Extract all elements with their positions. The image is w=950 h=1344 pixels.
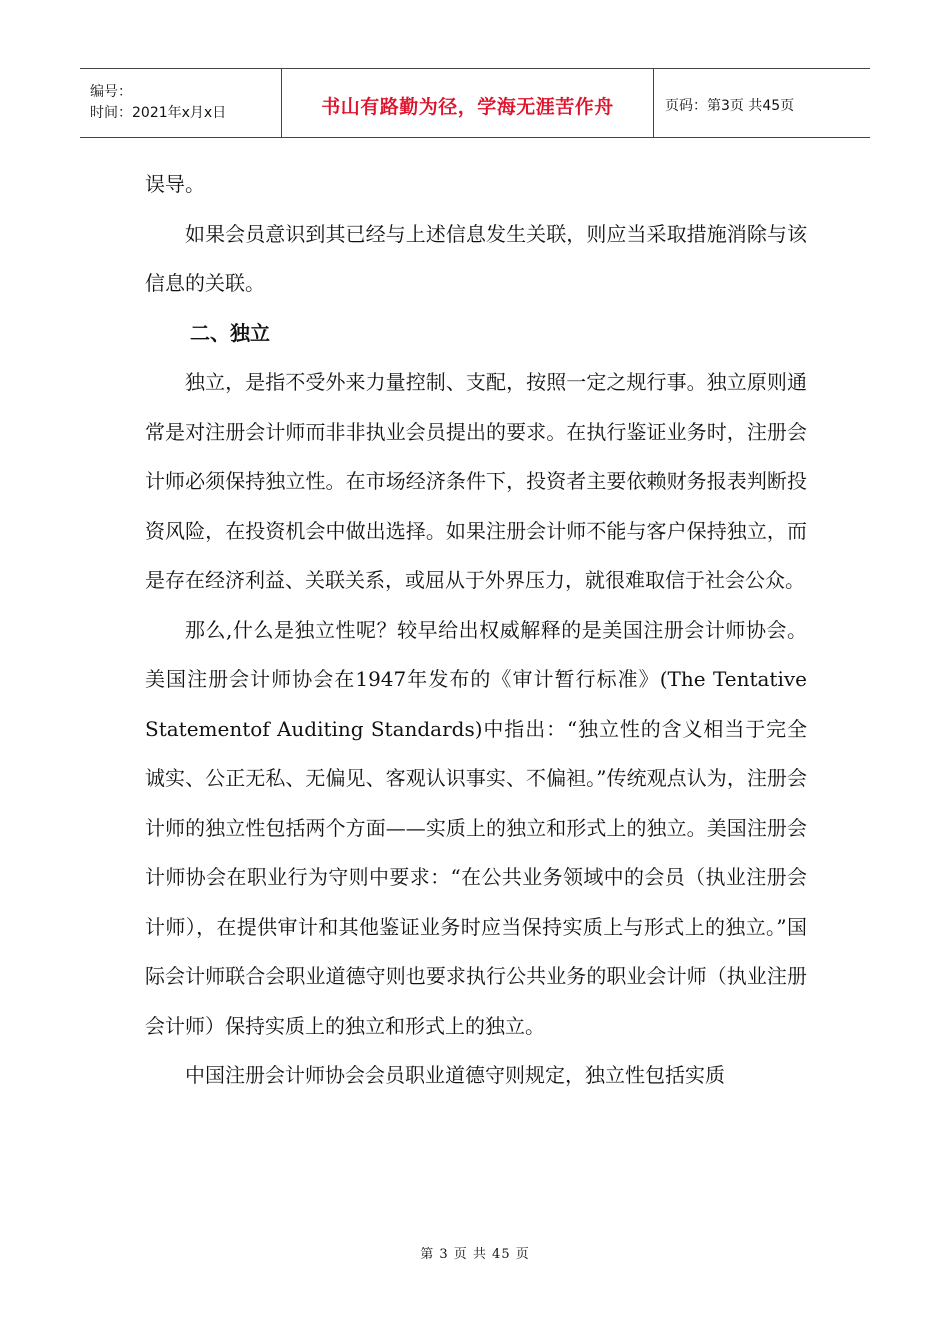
document-date-label: 时间：2021年x月x日 xyxy=(90,105,227,121)
document-number-label: 编号： xyxy=(90,84,132,100)
header-motto-cell xyxy=(282,69,654,137)
header-motto: 书山有路勤为径，学海无涯苦作舟 xyxy=(321,95,614,118)
page-header xyxy=(80,68,870,138)
document-body xyxy=(145,160,807,1101)
paragraph-continuation: 误导。 xyxy=(145,172,205,196)
section-heading: 二、独立 xyxy=(190,320,270,345)
paragraph: 那么,什么是独立性呢？较早给出权威解释的是美国注册会计师协会。美国注册会计师协会在1947年发布的《审计暂行标准》(The Tentative Statementof Auditing Standards)中指出：“独立性的含义相当于完全诚实、公正无私、无偏见、客观认识事实、不偏袒。”传统观点认为，注册会计师的独立性包括两个方面——实质上的独立和形式上的独立。美国注册会计师协会在职业行为守则中要求：“在公共业务领域中的会员（执业注册会计师），在提供审计和其他鉴证业务时应当保持实质上与形式上的独立。”国际会计师联合会职业道德守则也要求执行公共业务的职业会计师（执业注册会计师）保持实质上的独立和形式上的独立。 xyxy=(145,617,807,1038)
page-footer: 第 3 页 共 45 页 xyxy=(420,1247,530,1262)
header-page-cell xyxy=(654,69,870,137)
header-meta xyxy=(80,69,282,137)
paragraph: 独立，是指不受外来力量控制、支配，按照一定之规行事。独立原则通常是对注册会计师而非非执业会员提出的要求。在执行鉴证业务时，注册会计师必须保持独立性。在市场经济条件下，投资者主要依赖财务报表判断投资风险，在投资机会中做出选择。如果注册会计师不能与客户保持独立，而是存在经济利益、关联关系，或屈从于外界压力，就很难取信于社会公众。 xyxy=(145,370,807,592)
paragraph: 如果会员意识到其已经与上述信息发生关联，则应当采取措施消除与该信息的关联。 xyxy=(145,221,807,295)
header-page-info: 页码：第3页 共45页 xyxy=(665,98,795,114)
paragraph: 中国注册会计师协会会员职业道德守则规定，独立性包括实质 xyxy=(185,1063,725,1087)
